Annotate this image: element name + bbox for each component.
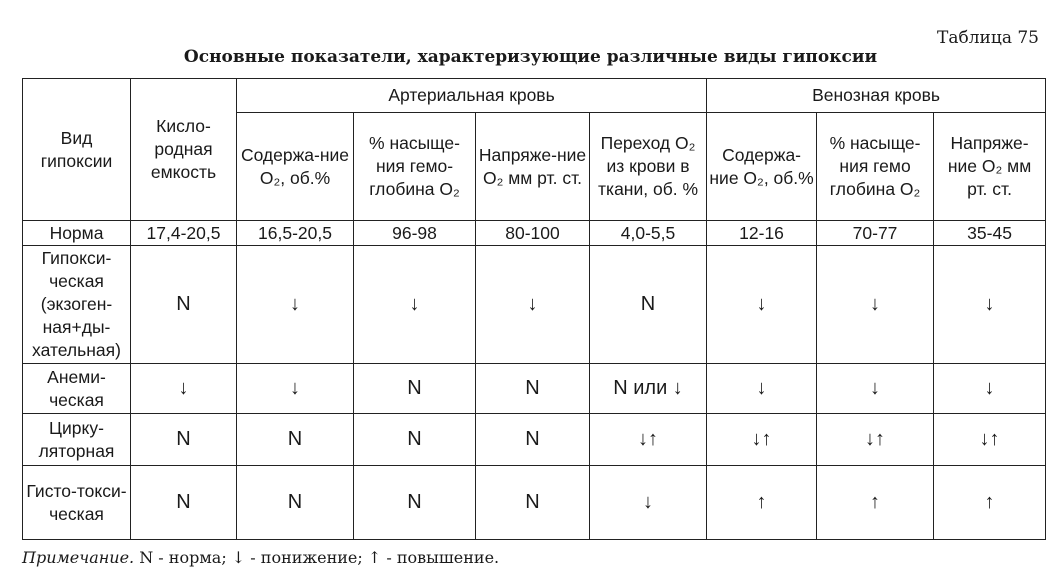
cell: ↓↑ — [590, 414, 707, 466]
header-arterial-saturation: % насыще-ния гемо-глобина O₂ — [354, 113, 476, 221]
header-venous-group: Венозная кровь — [707, 79, 1046, 113]
hypoxia-table — [22, 78, 1046, 540]
cell: ↓ — [934, 364, 1046, 414]
cell: N — [237, 466, 354, 540]
cell: 70-77 — [817, 221, 934, 246]
cell: N — [237, 414, 354, 466]
header-arterial-group: Артериальная кровь — [237, 79, 707, 113]
cell: ↓ — [707, 246, 817, 364]
table-number: Таблица 75 — [937, 28, 1039, 48]
table-row — [23, 466, 1046, 540]
header-venous-content: Содержа-ние O₂, об.% — [707, 113, 817, 221]
cell: 96-98 — [354, 221, 476, 246]
cell: ↓↑ — [817, 414, 934, 466]
cell: N — [131, 246, 237, 364]
cell: 4,0-5,5 — [590, 221, 707, 246]
cell: ↓ — [237, 364, 354, 414]
table-row — [23, 414, 1046, 466]
table-row — [23, 221, 1046, 246]
cell: ↓ — [131, 364, 237, 414]
cell: 17,4-20,5 — [131, 221, 237, 246]
cell: ↓ — [590, 466, 707, 540]
cell: ↓ — [476, 246, 590, 364]
cell: ↓ — [934, 246, 1046, 364]
header-arterial-tension: Напряже-ние O₂ мм рт. ст. — [476, 113, 590, 221]
cell: N или ↓ — [590, 364, 707, 414]
cell: N — [354, 364, 476, 414]
cell: N — [131, 414, 237, 466]
cell: 12-16 — [707, 221, 817, 246]
cell: ↓ — [817, 246, 934, 364]
note-text: N - норма; ↓ - понижение; ↑ - повышение. — [139, 548, 500, 567]
header-capacity: Кисло-родная емкость — [131, 79, 237, 221]
cell: ↓ — [707, 364, 817, 414]
table-note — [22, 548, 499, 567]
cell: ↓↑ — [934, 414, 1046, 466]
header-venous-tension: Напряже-ние O₂ мм рт. ст. — [934, 113, 1046, 221]
note-label: Примечание. — [22, 548, 135, 567]
row-type: Норма — [23, 221, 131, 246]
cell: N — [354, 466, 476, 540]
header-type: Вид гипоксии — [23, 79, 131, 221]
row-type: Цирку-ляторная — [23, 414, 131, 466]
row-type: Анеми-ческая — [23, 364, 131, 414]
cell: N — [131, 466, 237, 540]
cell: ↓ — [817, 364, 934, 414]
header-arterial-transfer: Переход O₂ из крови в ткани, об. % — [590, 113, 707, 221]
header-venous-saturation: % насыще-ния гемо глобина O₂ — [817, 113, 934, 221]
cell: ↑ — [934, 466, 1046, 540]
table-caption: Основные показатели, характеризующие различные виды гипоксии — [183, 47, 878, 67]
row-type: Гипокси-ческая (экзоген-ная+ды-хательная) — [23, 246, 131, 364]
cell: 35-45 — [934, 221, 1046, 246]
cell: ↓ — [354, 246, 476, 364]
cell: N — [354, 414, 476, 466]
table-row — [23, 364, 1046, 414]
row-type: Гисто-токси-ческая — [23, 466, 131, 540]
cell: 16,5-20,5 — [237, 221, 354, 246]
cell: N — [476, 466, 590, 540]
table-row — [23, 246, 1046, 364]
cell: ↑ — [817, 466, 934, 540]
cell: 80-100 — [476, 221, 590, 246]
cell: N — [590, 246, 707, 364]
cell: N — [476, 414, 590, 466]
cell: ↓↑ — [707, 414, 817, 466]
cell: ↓ — [237, 246, 354, 364]
cell: ↑ — [707, 466, 817, 540]
header-arterial-content: Содержа-ние O₂, об.% — [237, 113, 354, 221]
cell: N — [476, 364, 590, 414]
